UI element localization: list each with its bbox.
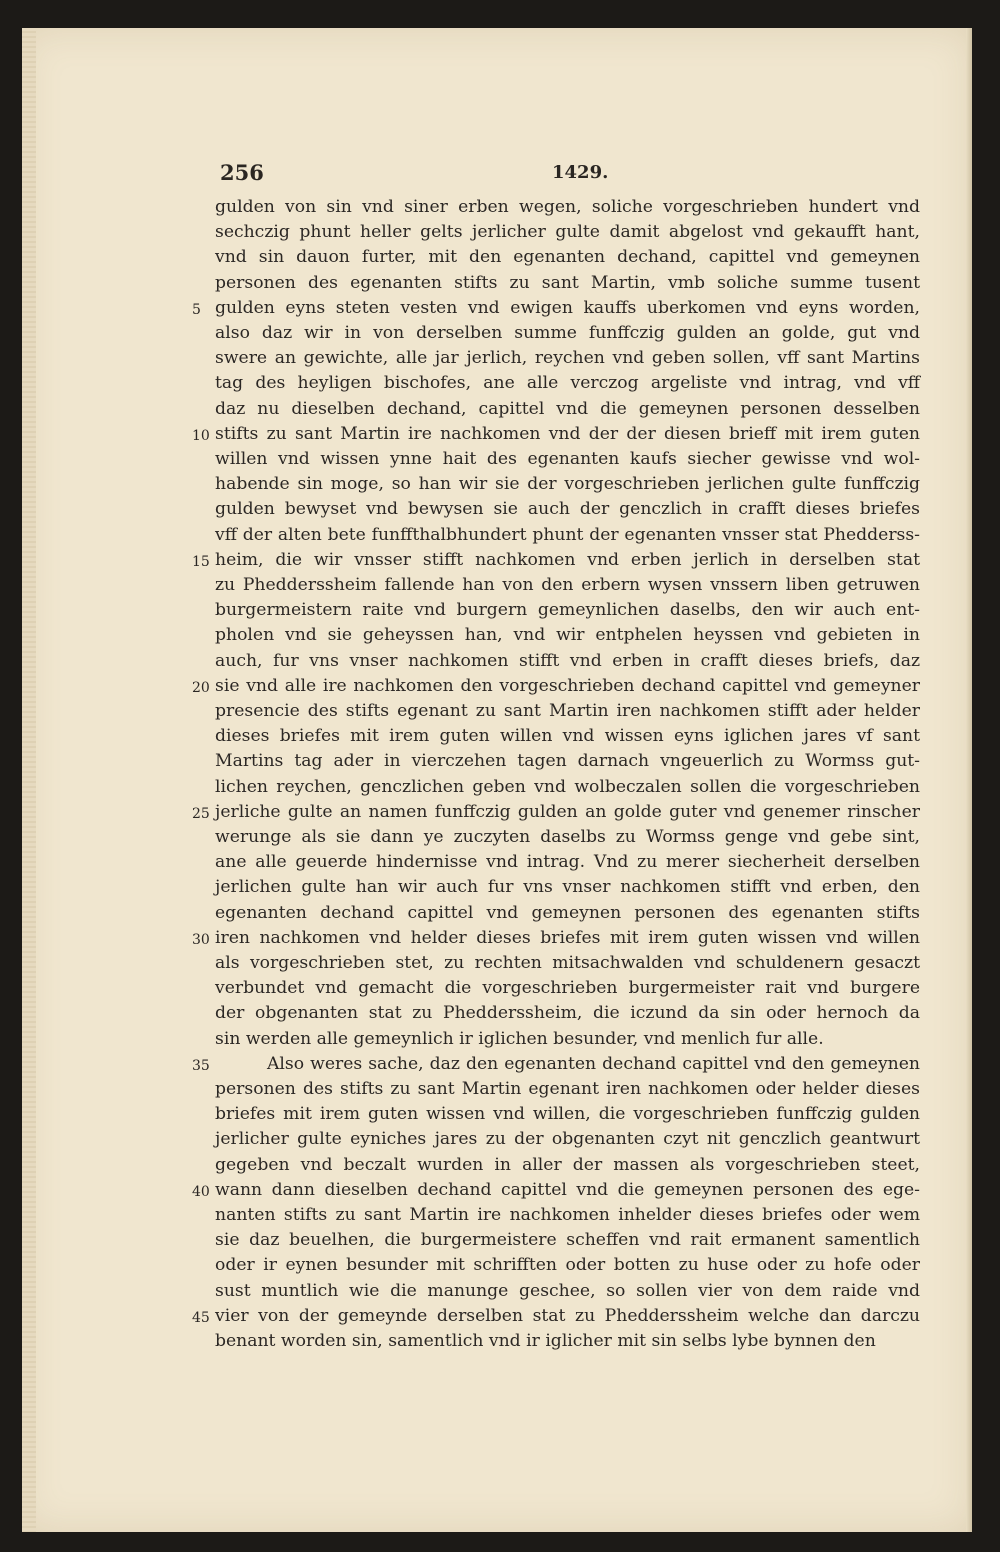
text-line	[22, 600, 972, 625]
line-text: gegeben vnd beczalt wurden in aller der massen als vorgeschrieben steet,	[215, 1154, 920, 1175]
running-header	[22, 160, 972, 192]
line-number: 5	[192, 301, 201, 318]
line-text: verbundet vnd gemacht die vorgeschrieben burgermeister rait vnd burgere	[215, 978, 920, 999]
text-line	[22, 1054, 972, 1079]
line-number: 15	[192, 553, 210, 570]
line-text: gulden bewyset vnd bewysen sie auch der genczlich in crafft dieses briefes	[215, 499, 920, 520]
line-text: daz nu dieselben dechand, capittel vnd die gemeynen personen desselben	[215, 398, 920, 419]
header-year: 1429.	[552, 162, 609, 183]
text-line	[22, 625, 972, 650]
line-text: burgermeistern raite vnd burgern gemeynlichen daselbs, den wir auch ent-	[215, 600, 920, 621]
text-line	[22, 978, 972, 1003]
text-line	[22, 903, 972, 928]
text-line	[22, 676, 972, 701]
text-line	[22, 1129, 972, 1154]
line-number: 30	[192, 931, 210, 948]
line-text: Also weres sache, daz den egenanten dechand capittel vnd den gemeynen	[267, 1053, 920, 1074]
line-text: willen vnd wissen ynne hait des egenanten kaufs siecher gewisse vnd wol-	[215, 449, 920, 469]
text-line	[22, 1003, 972, 1028]
line-text: egenanten dechand capittel vnd gemeynen personen des egenanten stifts	[215, 902, 920, 923]
text-line	[22, 1205, 972, 1230]
text-line	[22, 449, 972, 474]
line-text: gulden von sin vnd siner erben wegen, soliche vorgeschrieben hundert vnd	[215, 197, 920, 217]
line-text: oder ir eynen besunder mit schrifften oder botten zu huse oder zu hofe oder	[215, 1255, 920, 1276]
line-text: lichen reychen, genczlichen geben vnd wolbeczalen sollen die vorgeschrieben	[215, 776, 920, 797]
line-text: vff der alten bete funffthalbhundert phunt der egenanten vnsser stat Phedderss-	[215, 524, 920, 545]
line-text: jerliche gulte an namen funffczig gulden an golde guter vnd genemer rinscher	[215, 801, 920, 822]
line-text: dieses briefes mit irem guten willen vnd wissen eyns iglichen jares vf sant	[215, 726, 920, 747]
line-text: jerlichen gulte han wir auch fur vns vnser nachkomen stifft vnd erben, den	[215, 877, 920, 898]
line-number: 45	[192, 1309, 210, 1326]
line-text: sie vnd alle ire nachkomen den vorgeschrieben dechand capittel vnd gemeyner	[215, 675, 920, 696]
line-text: briefes mit irem guten wissen vnd willen, die vorgeschrieben funffczig gulden	[215, 1104, 920, 1125]
line-text: auch, fur vns vnser nachkomen stifft vnd erben in crafft dieses briefs, daz	[215, 650, 920, 671]
line-number: 40	[192, 1183, 210, 1200]
line-text: jerlicher gulte eyniches jares zu der obgenanten czyt nit genczlich geantwurt	[215, 1129, 920, 1150]
text-line	[22, 323, 972, 348]
text-line	[22, 348, 972, 373]
text-line	[22, 751, 972, 776]
text-line	[22, 474, 972, 499]
line-text: zu Phedderssheim fallende han von den erbern wysen vnssern liben getruwen	[215, 575, 920, 595]
page-number: 256	[220, 160, 264, 185]
line-text: gulden eyns steten vesten vnd ewigen kauffs uberkomen vnd eyns worden,	[215, 297, 920, 318]
text-line	[22, 701, 972, 726]
text-line	[22, 197, 972, 222]
line-text: pholen vnd sie geheyssen han, vnd wir entphelen heyssen vnd gebieten in	[215, 625, 920, 646]
text-line	[22, 953, 972, 978]
line-number: 25	[192, 805, 210, 822]
text-line	[22, 550, 972, 575]
line-text: der obgenanten stat zu Phedderssheim, die iczund da sin oder hernoch da	[215, 1003, 920, 1024]
line-text: swere an gewichte, alle jar jerlich, reychen vnd geben sollen, vff sant Martins	[215, 348, 920, 369]
text-line	[22, 399, 972, 424]
text-line	[22, 1180, 972, 1205]
line-text: ane alle geuerde hindernisse vnd intrag. Vnd zu merer siecherheit derselben	[215, 852, 920, 873]
text-line	[22, 877, 972, 902]
text-line	[22, 222, 972, 247]
line-text: personen des stifts zu sant Martin egenant iren nachkomen oder helder dieses	[215, 1079, 920, 1099]
line-number: 20	[192, 679, 210, 696]
text-line	[22, 1155, 972, 1180]
line-text: benant worden sin, samentlich vnd ir iglicher mit sin selbs lybe bynnen den	[215, 1331, 876, 1351]
line-text: stifts zu sant Martin ire nachkomen vnd der der diesen brieff mit irem guten	[215, 423, 920, 444]
text-line	[22, 827, 972, 852]
text-line	[22, 802, 972, 827]
line-text: werunge als sie dann ye zuczyten daselbs zu Wormss genge vnd gebe sint,	[215, 827, 920, 847]
text-line	[22, 1230, 972, 1255]
line-text: als vorgeschrieben stet, zu rechten mitsachwalden vnd schuldenern gesaczt	[215, 953, 920, 973]
text-line	[22, 1281, 972, 1306]
text-line	[22, 1306, 972, 1331]
line-text: vnd sin dauon furter, mit den egenanten dechand, capittel vnd gemeynen	[215, 247, 920, 268]
text-line	[22, 726, 972, 751]
line-text: also daz wir in von derselben summe funffczig gulden an golde, gut vnd	[215, 323, 920, 343]
text-line	[22, 651, 972, 676]
text-line	[22, 1079, 972, 1104]
text-line	[22, 373, 972, 398]
line-text: wann dann dieselben dechand capittel vnd die gemeynen personen des ege-	[215, 1179, 920, 1200]
line-text: tag des heyligen bischofes, ane alle verczog argeliste vnd intrag, vnd vff	[215, 373, 920, 394]
line-text: presencie des stifts egenant zu sant Martin iren nachkomen stifft ader helder	[215, 701, 920, 721]
text-line	[22, 424, 972, 449]
line-text: habende sin moge, so han wir sie der vorgeschrieben jerlichen gulte funffczig	[215, 474, 920, 495]
line-text: Martins tag ader in vierczehen tagen darnach vngeuerlich zu Wormss gut-	[215, 751, 920, 772]
text-line	[22, 1104, 972, 1129]
text-line	[22, 273, 972, 298]
line-text: iren nachkomen vnd helder dieses briefes mit irem guten wissen vnd willen	[215, 927, 920, 948]
text-line	[22, 247, 972, 272]
text-line	[22, 1029, 972, 1054]
line-text: vier von der gemeynde derselben stat zu Phedderssheim welche dan darczu	[215, 1305, 920, 1326]
line-text: sechczig phunt heller gelts jerlicher gulte damit abgelost vnd gekaufft hant,	[215, 222, 920, 243]
text-line	[22, 499, 972, 524]
text-line	[22, 852, 972, 877]
text-line	[22, 1331, 972, 1356]
line-number: 10	[192, 427, 210, 444]
text-line	[22, 1255, 972, 1280]
line-text: sin werden alle gemeynlich ir iglichen besunder, vnd menlich fur alle.	[215, 1028, 824, 1049]
line-text: sust muntlich wie die manunge geschee, so sollen vier von dem raide vnd	[215, 1280, 920, 1301]
text-line	[22, 575, 972, 600]
book-page	[22, 28, 972, 1532]
text-line	[22, 298, 972, 323]
text-line	[22, 777, 972, 802]
text-line	[22, 525, 972, 550]
line-text: sie daz beuelhen, die burgermeistere scheffen vnd rait ermanent samentlich	[215, 1230, 920, 1251]
line-text: personen des egenanten stifts zu sant Martin, vmb soliche summe tusent	[215, 272, 920, 293]
text-line	[22, 928, 972, 953]
line-number: 35	[192, 1057, 210, 1074]
line-text: nanten stifts zu sant Martin ire nachkomen inhelder dieses briefes oder wem	[215, 1205, 920, 1225]
line-text: heim, die wir vnsser stifft nachkomen vnd erben jerlich in derselben stat	[215, 549, 920, 570]
